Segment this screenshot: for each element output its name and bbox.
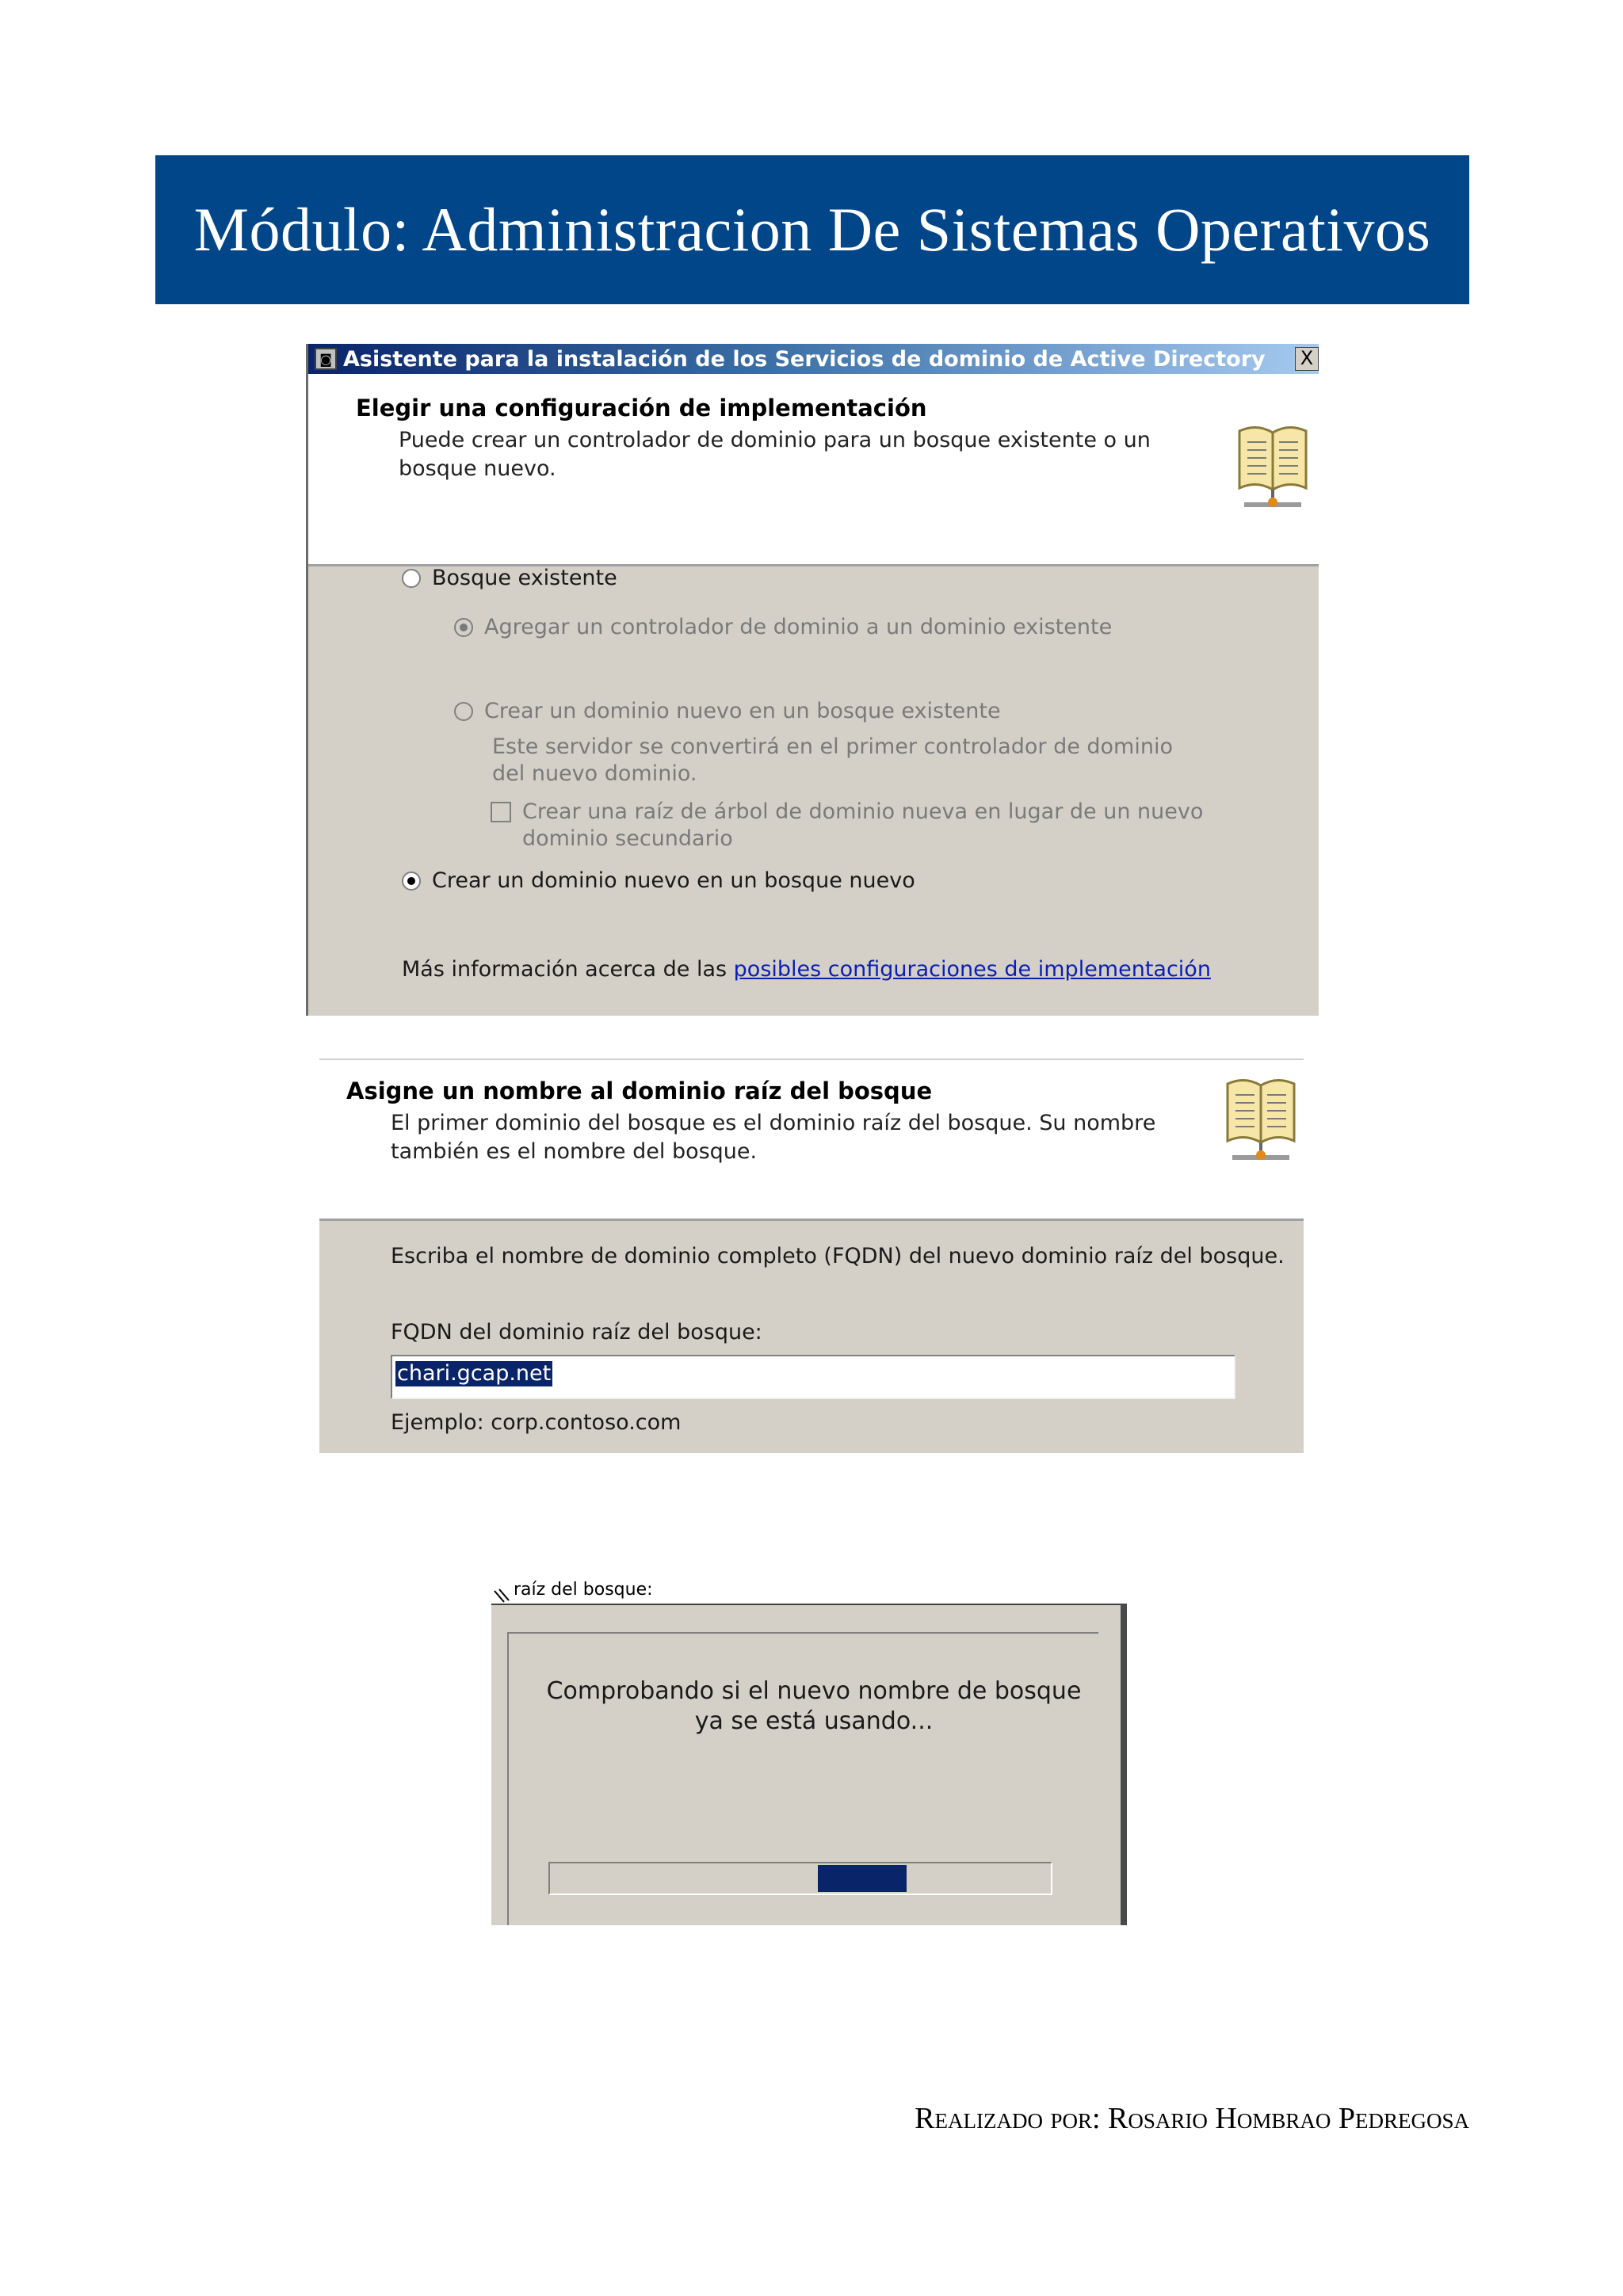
progress-message: Comprobando si el nuevo nombre de bosque ya se está usando... bbox=[546, 1677, 1082, 1735]
radio-icon[interactable] bbox=[402, 569, 421, 588]
resize-icon bbox=[493, 1588, 510, 1604]
option-label: Crear un dominio nuevo en un bosque nuevo bbox=[432, 868, 915, 893]
radio-new-domain-existing-forest[interactable] bbox=[454, 699, 1001, 723]
option-label: Crear una raíz de árbol de dominio nueva en lugar de un nuevo dominio secundario bbox=[522, 799, 1204, 851]
wizard-titlebar[interactable] bbox=[308, 344, 1319, 374]
wizard-header bbox=[319, 1060, 1304, 1221]
window-edge bbox=[1121, 1604, 1127, 1925]
progress-panel bbox=[507, 1632, 1098, 1925]
radio-add-domain-controller[interactable] bbox=[454, 615, 1112, 639]
page-title: Módulo: Administracion De Sistemas Operativos bbox=[193, 195, 1431, 264]
wizard-header bbox=[308, 374, 1319, 566]
wizard-forest-root-name bbox=[319, 1058, 1304, 1453]
instruction-text: Escriba el nombre de dominio completo (FQDN) del nuevo dominio raíz del bosque. bbox=[391, 1244, 1285, 1268]
radio-icon[interactable] bbox=[454, 702, 473, 721]
section-heading: Asigne un nombre al dominio raíz del bosque bbox=[346, 1077, 933, 1104]
radio-new-forest[interactable] bbox=[402, 868, 915, 893]
book-icon bbox=[1235, 420, 1311, 515]
fqdn-label: FQDN del dominio raíz del bosque: bbox=[391, 1320, 762, 1344]
section-heading: Elegir una configuración de implementación bbox=[356, 395, 927, 421]
close-icon: X bbox=[1300, 347, 1314, 369]
fqdn-value: chari.gcap.net bbox=[397, 1361, 552, 1386]
deployment-configs-link[interactable]: posibles configuraciones de implementación bbox=[733, 957, 1211, 982]
clipped-text: raíz del bosque: bbox=[514, 1580, 653, 1600]
progress-bar bbox=[548, 1862, 1052, 1895]
radio-existing-forest[interactable] bbox=[402, 566, 617, 590]
example-text: Ejemplo: corp.contoso.com bbox=[391, 1410, 682, 1435]
checkbox-icon[interactable] bbox=[491, 802, 511, 822]
more-info-line bbox=[402, 957, 1211, 982]
checkbox-tree-root[interactable] bbox=[491, 799, 1235, 852]
radio-icon[interactable] bbox=[402, 871, 421, 891]
more-info-prefix: Más información acerca de las bbox=[402, 957, 734, 982]
wizard-deployment-config bbox=[306, 344, 1319, 1016]
fqdn-input[interactable] bbox=[391, 1355, 1235, 1399]
radio-icon[interactable] bbox=[454, 618, 473, 637]
page-banner bbox=[155, 155, 1469, 304]
option-label: Agregar un controlador de dominio a un dominio existente bbox=[484, 615, 1113, 639]
book-icon bbox=[1223, 1073, 1299, 1168]
close-button[interactable] bbox=[1295, 347, 1319, 371]
option-label: Bosque existente bbox=[432, 566, 617, 590]
progress-dialog bbox=[491, 1580, 1127, 1925]
app-icon[interactable]: ◙ bbox=[315, 348, 337, 370]
section-description: El primer dominio del bosque es el dominio raíz del bosque. Su nombre también es el nombre del bosque. bbox=[391, 1111, 1156, 1164]
option-label: Crear un dominio nuevo en un bosque existente bbox=[484, 699, 1001, 723]
clipped-window-strip bbox=[491, 1580, 1127, 1605]
author-credit: Realizado por: Rosario Hombrao Pedregosa bbox=[915, 2102, 1469, 2135]
wizard-title: Asistente para la instalación de los Servicios de dominio de Active Directory bbox=[343, 346, 1266, 372]
section-description: Puede crear un controlador de dominio para un bosque existente o un bosque nuevo. bbox=[399, 428, 1151, 481]
progress-chunk bbox=[818, 1865, 907, 1892]
option-note: Este servidor se convertirá en el primer controlador de dominio del nuevo dominio. bbox=[492, 734, 1173, 786]
